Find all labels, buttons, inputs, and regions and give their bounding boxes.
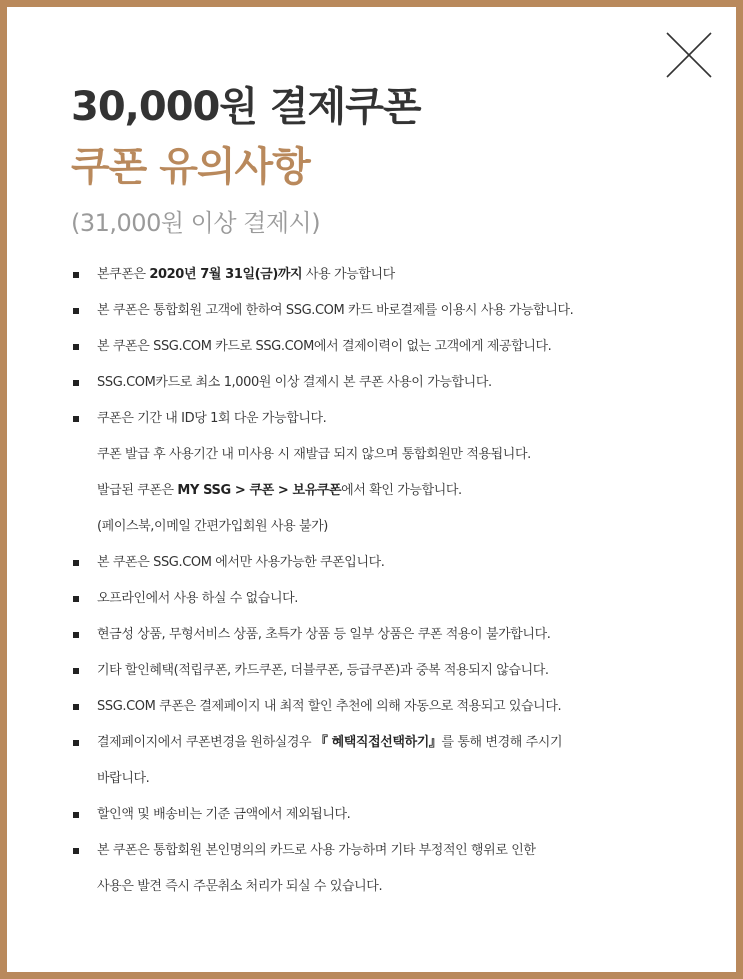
bullet-icon bbox=[73, 272, 79, 278]
coupon-condition: (31,000원 이상 결제시) bbox=[71, 209, 321, 237]
list-item bbox=[73, 581, 713, 617]
notice-line: 쿠폰은 기간 내 ID당 1회 다운 가능합니다. bbox=[97, 411, 327, 426]
notice-text: 발급된 쿠폰은 bbox=[97, 483, 178, 498]
bullet-icon bbox=[73, 668, 79, 674]
bullet-icon bbox=[73, 740, 79, 746]
list-item bbox=[73, 797, 713, 833]
notice-line: 바랍니다. bbox=[97, 771, 150, 786]
notice-line: SSG.COM 쿠폰은 결제페이지 내 최적 할인 추천에 의해 자동으로 적용되고 있습니다. bbox=[97, 699, 562, 714]
notice-text: 에서 확인 가능합니다. bbox=[341, 483, 462, 498]
notice-text: 결제페이지에서 쿠폰변경을 원하실경우 bbox=[97, 735, 315, 750]
direct-select-benefit: 『 혜택직접선택하기』 bbox=[314, 735, 442, 750]
list-item bbox=[73, 293, 713, 329]
coupon-notice-dialog bbox=[7, 7, 736, 972]
bullet-icon bbox=[73, 560, 79, 566]
bullet-icon bbox=[73, 704, 79, 710]
close-button[interactable] bbox=[665, 31, 713, 79]
notice-line: 쿠폰 발급 후 사용기간 내 미사용 시 재발급 되지 않으며 통합회원만 적용됩니다. bbox=[97, 447, 531, 462]
notice-line: 본 쿠폰은 통합회원 본인명의의 카드로 사용 가능하며 기타 부정적인 행위로 인한 bbox=[97, 843, 536, 858]
notice-text: 사용 가능합니다 bbox=[302, 267, 395, 282]
notice-line: 사용은 발견 즉시 주문취소 처리가 되실 수 있습니다. bbox=[97, 879, 383, 894]
notice-list bbox=[73, 257, 713, 905]
bullet-icon bbox=[73, 344, 79, 350]
notice-line: 본 쿠폰은 SSG.COM 카드로 SSG.COM에서 결제이력이 없는 고객에게 제공합니다. bbox=[97, 339, 552, 354]
list-item bbox=[73, 689, 713, 725]
bullet-icon bbox=[73, 380, 79, 386]
notice-highlight: 2020년 7월 31일(금)까지 bbox=[149, 267, 303, 282]
notice-line bbox=[97, 725, 713, 761]
list-item bbox=[73, 545, 713, 581]
notice-text: 를 통해 변경해 주시기 bbox=[441, 735, 563, 750]
coupon-path: MY SSG > 쿠폰 > 보유쿠폰 bbox=[177, 483, 342, 498]
notice-line: (페이스북,이메일 간편가입회원 사용 불가) bbox=[97, 519, 328, 534]
bullet-icon bbox=[73, 812, 79, 818]
bullet-icon bbox=[73, 848, 79, 854]
list-item bbox=[73, 617, 713, 653]
bullet-icon bbox=[73, 416, 79, 422]
list-item bbox=[73, 401, 713, 545]
list-item bbox=[73, 653, 713, 689]
notice-line: SSG.COM카드로 최소 1,000원 이상 결제시 본 쿠폰 사용이 가능합니다. bbox=[97, 375, 492, 390]
notice-line: 본 쿠폰은 통합회원 고객에 한하여 SSG.COM 카드 바로결제를 이용시 사용 가능합니다. bbox=[97, 303, 574, 318]
coupon-notice-heading: 쿠폰 유의사항 bbox=[71, 144, 310, 190]
notice-line: 기타 할인혜택(적립쿠폰, 카드쿠폰, 더블쿠폰, 등급쿠폰)과 중복 적용되지 않습니다. bbox=[97, 663, 549, 678]
close-icon bbox=[665, 31, 713, 79]
notice-line: 할인액 및 배송비는 기준 금액에서 제외됩니다. bbox=[97, 807, 351, 822]
coupon-title: 30,000원 결제쿠폰 bbox=[71, 84, 421, 130]
notice-line bbox=[97, 473, 713, 509]
bullet-icon bbox=[73, 596, 79, 602]
notice-text: 본쿠폰은 bbox=[97, 267, 150, 282]
list-item bbox=[73, 725, 713, 797]
list-item bbox=[73, 257, 713, 293]
notice-line bbox=[97, 257, 713, 293]
bullet-icon bbox=[73, 632, 79, 638]
list-item bbox=[73, 365, 713, 401]
notice-line: 본 쿠폰은 SSG.COM 에서만 사용가능한 쿠폰입니다. bbox=[97, 555, 385, 570]
notice-line: 오프라인에서 사용 하실 수 없습니다. bbox=[97, 591, 299, 606]
list-item bbox=[73, 329, 713, 365]
list-item bbox=[73, 833, 713, 905]
notice-line: 현금성 상품, 무형서비스 상품, 초특가 상품 등 일부 상품은 쿠폰 적용이 불가합니다. bbox=[97, 627, 551, 642]
bullet-icon bbox=[73, 308, 79, 314]
